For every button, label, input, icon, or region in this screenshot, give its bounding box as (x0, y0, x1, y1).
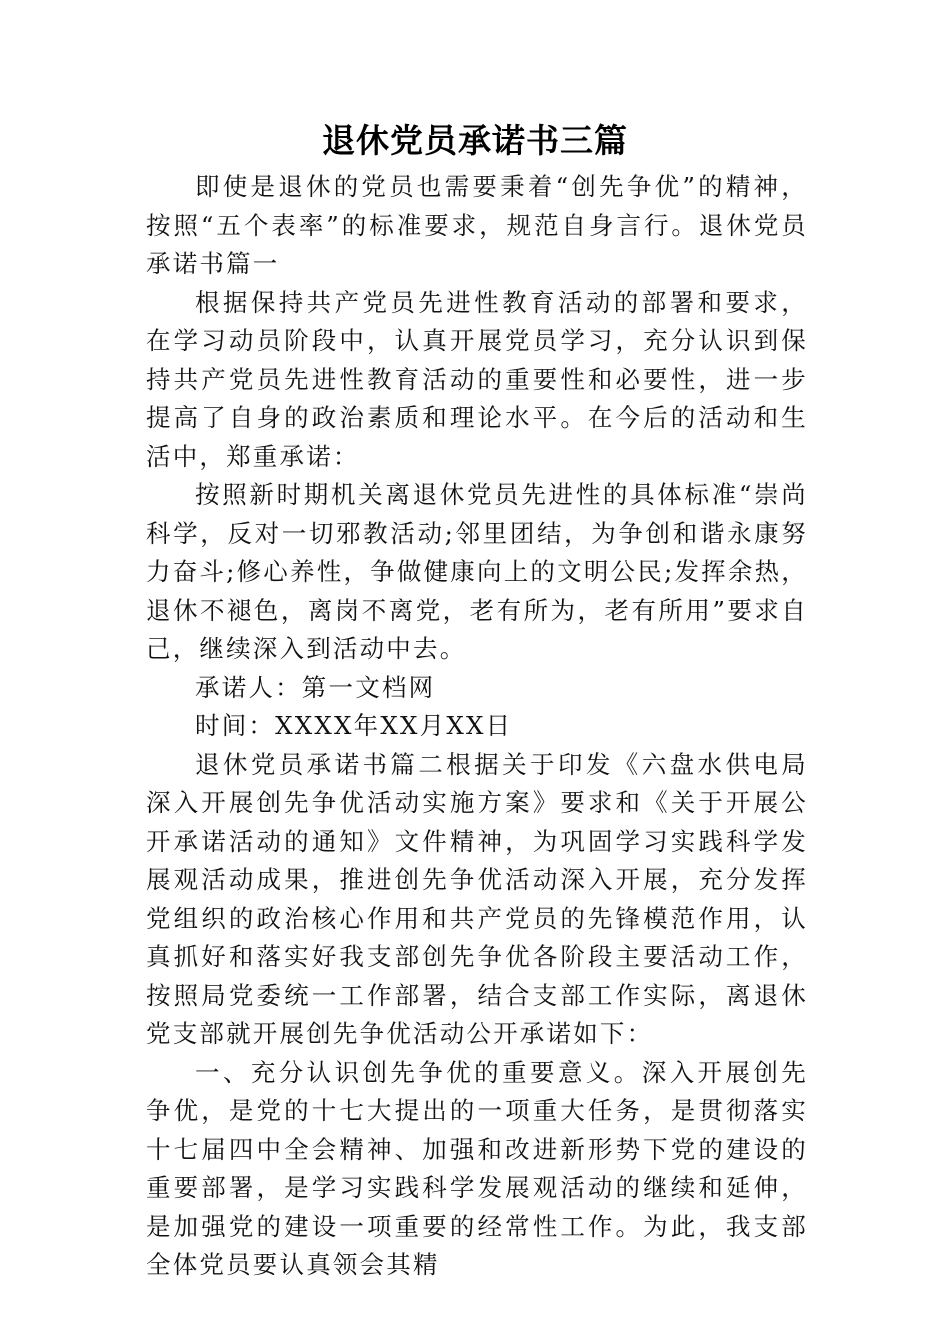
paragraph-commitment-basis: 根据保持共产党员先进性教育活动的部署和要求，在学习动员阶段中，认真开展党员学习，充分认识到保持共产党员先进性教育活动的重要性和必要性，进一步提高了自身的政治素质和理论水平。在今后的活动和生活中，郑重承诺： (146, 287, 808, 471)
document-title: 退休党员承诺书三篇 (322, 121, 628, 160)
paragraph-part-two: 退休党员承诺书篇二根据关于印发《六盘水供电局深入开展创先争优活动实施方案》要求和《关于开展公开承诺活动的通知》文件精神，为巩固学习实践科学发展观活动成果，推进创先争优活动深入开展，充分发挥党组织的政治核心作用和共产党员的先锋模范作用，认真抓好和落实好我支部创先争优各阶段主要活动工作，按照局党委统一工作部署，结合支部工作实际，离退休党支部就开展创先争优活动公开承诺如下： (146, 749, 808, 1048)
paragraph-standards: 按照新时期机关离退休党员先进性的具体标准“崇尚科学，反对一切邪教活动;邻里团结，为争创和谐永康努力奋斗;修心养性，争做健康向上的文明公民;发挥余热，退休不褪色，离岗不离党，老有所为，老有所用”要求自己，继续深入到活动中去。 (146, 480, 808, 663)
paragraph-intro: 即使是退休的党员也需要秉着“创先争优”的精神，按照“五个表率”的标准要求，规范自身言行。退休党员承诺书篇一 (146, 172, 808, 278)
paragraph-signer: 承诺人：第一文档网 (195, 672, 436, 702)
paragraph-date: 时间：XXXX年XX月XX日 (195, 711, 513, 740)
paragraph-section-one: 一、充分认识创先争优的重要意义。深入开展创先争优，是党的十七大提出的一项重大任务，是贯彻落实十七届四中全会精神、加强和改进新形势下党的建设的重要部署，是学习实践科学发展观活动的继续和延伸，是加强党的建设一项重要的经常性工作。为此，我支部全体党员要认真领会其精 (146, 1057, 808, 1279)
document-body (146, 168, 808, 1285)
